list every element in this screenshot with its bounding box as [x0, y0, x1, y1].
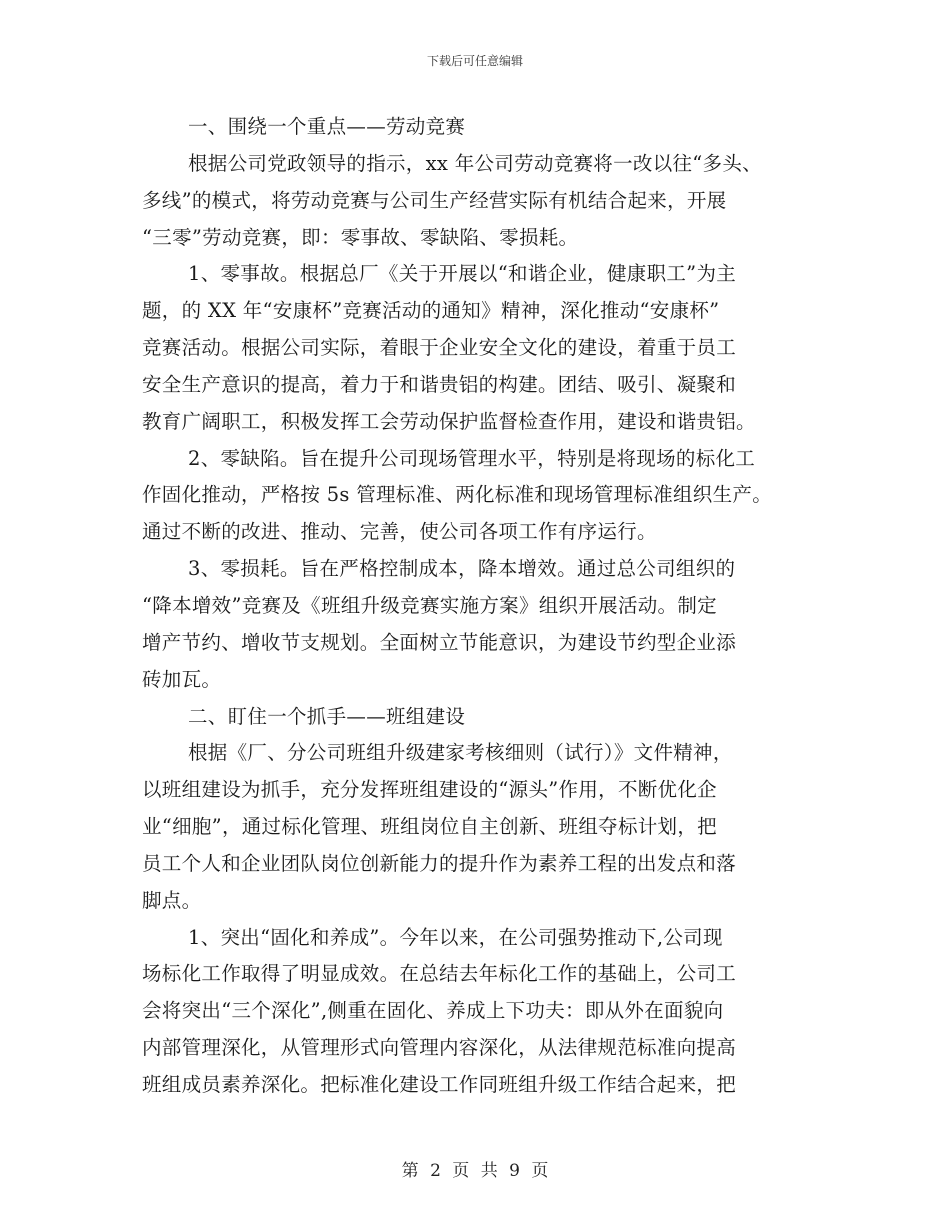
- text-line: 2、零缺陷。旨在提升公司现场管理水平，特别是将现场的标化工: [188, 446, 756, 470]
- text-line: 通过不断的改进、推动、完善，使公司各项工作有序运行。: [142, 520, 657, 544]
- page-header: 下载后可任意编辑: [426, 54, 523, 68]
- text-line: 教育广阔职工，积极发挥工会劳动保护监督检查作用，建设和谐贵铝。: [142, 409, 756, 433]
- footer-total-pages: 9: [509, 1161, 520, 1181]
- footer-page-word: 页: [452, 1161, 470, 1181]
- footer-prefix: 第: [401, 1161, 419, 1181]
- text-line: 增产节约、增收节支规划。全面树立节能意识，为建设节约型企业添: [142, 630, 737, 654]
- text-line: 脚点。: [142, 888, 202, 912]
- page-footer: [0, 1156, 950, 1181]
- text-line: 根据《厂、分公司班组升级建家考核细则（试行）》文件精神，: [188, 741, 733, 765]
- text-line: 班组成员素养深化。把标准化建设工作同班组升级工作结合起来，把: [142, 1072, 737, 1096]
- text-line: 会将突出“三个深化”,侧重在固化、养成上下功夫：即从外在面貌向: [142, 999, 724, 1023]
- footer-suffix: 页: [531, 1161, 549, 1181]
- text-line: 场标化工作取得了明显成效。在总结去年标化工作的基础上，公司工: [142, 962, 737, 986]
- text-line: “降本增效”竞赛及《班组升级竞赛实施方案》组织开展活动。制定: [142, 593, 717, 617]
- text-line: 业“细胞”，通过标化管理、班组岗位自主创新、班组夺标计划，把: [142, 815, 717, 839]
- text-line: 一、围绕一个重点——劳动竞赛: [188, 115, 466, 138]
- text-line: 员工个人和企业团队岗位创新能力的提升作为素养工程的出发点和落: [142, 851, 737, 875]
- text-line: 以班组建设为抓手，充分发挥班组建设的“源头”作用，不断优化企: [142, 778, 717, 802]
- text-line: 题，的 XX 年“安康杯”竞赛活动的通知》精神，深化推动“安康杯”: [142, 299, 720, 323]
- text-line: 砖加瓦。: [142, 667, 222, 691]
- footer-current-page: 2: [430, 1161, 441, 1181]
- text-line: 内部管理深化，从管理形式向管理内容深化，从法律规范标准向提高: [142, 1036, 737, 1060]
- document-body: [142, 112, 814, 1107]
- text-line: “三零”劳动竞赛，即：零事故、零缺陷、零损耗。: [142, 225, 579, 249]
- text-line: 二、盯住一个抓手——班组建设: [188, 704, 466, 728]
- text-line: 作固化推动，严格按 5s 管理标准、两化标准和现场管理标准组织生产。: [142, 483, 773, 507]
- text-line: 竞赛活动。根据公司实际，着眼于企业安全文化的建设，着重于员工: [142, 336, 737, 360]
- text-line: 1、零事故。根据总厂《关于开展以“和谐企业，健康职工”为主: [188, 262, 737, 286]
- text-line: 多线”的模式，将劳动竞赛与公司生产经营实际有机结合起来，开展: [142, 188, 727, 212]
- text-line: 1、突出“固化和养成”。今年以来，在公司强势推动下,公司现: [188, 925, 723, 949]
- text-line: 安全生产意识的提高，着力于和谐贵铝的构建。团结、吸引、凝聚和: [142, 372, 737, 396]
- text-line: 3、零损耗。旨在严格控制成本，降本增效。通过总公司组织的: [188, 557, 736, 581]
- footer-total-word: 共: [480, 1161, 498, 1181]
- text-line: 根据公司党政领导的指示，xx 年公司劳动竞赛将一改以往“多头、: [188, 151, 762, 175]
